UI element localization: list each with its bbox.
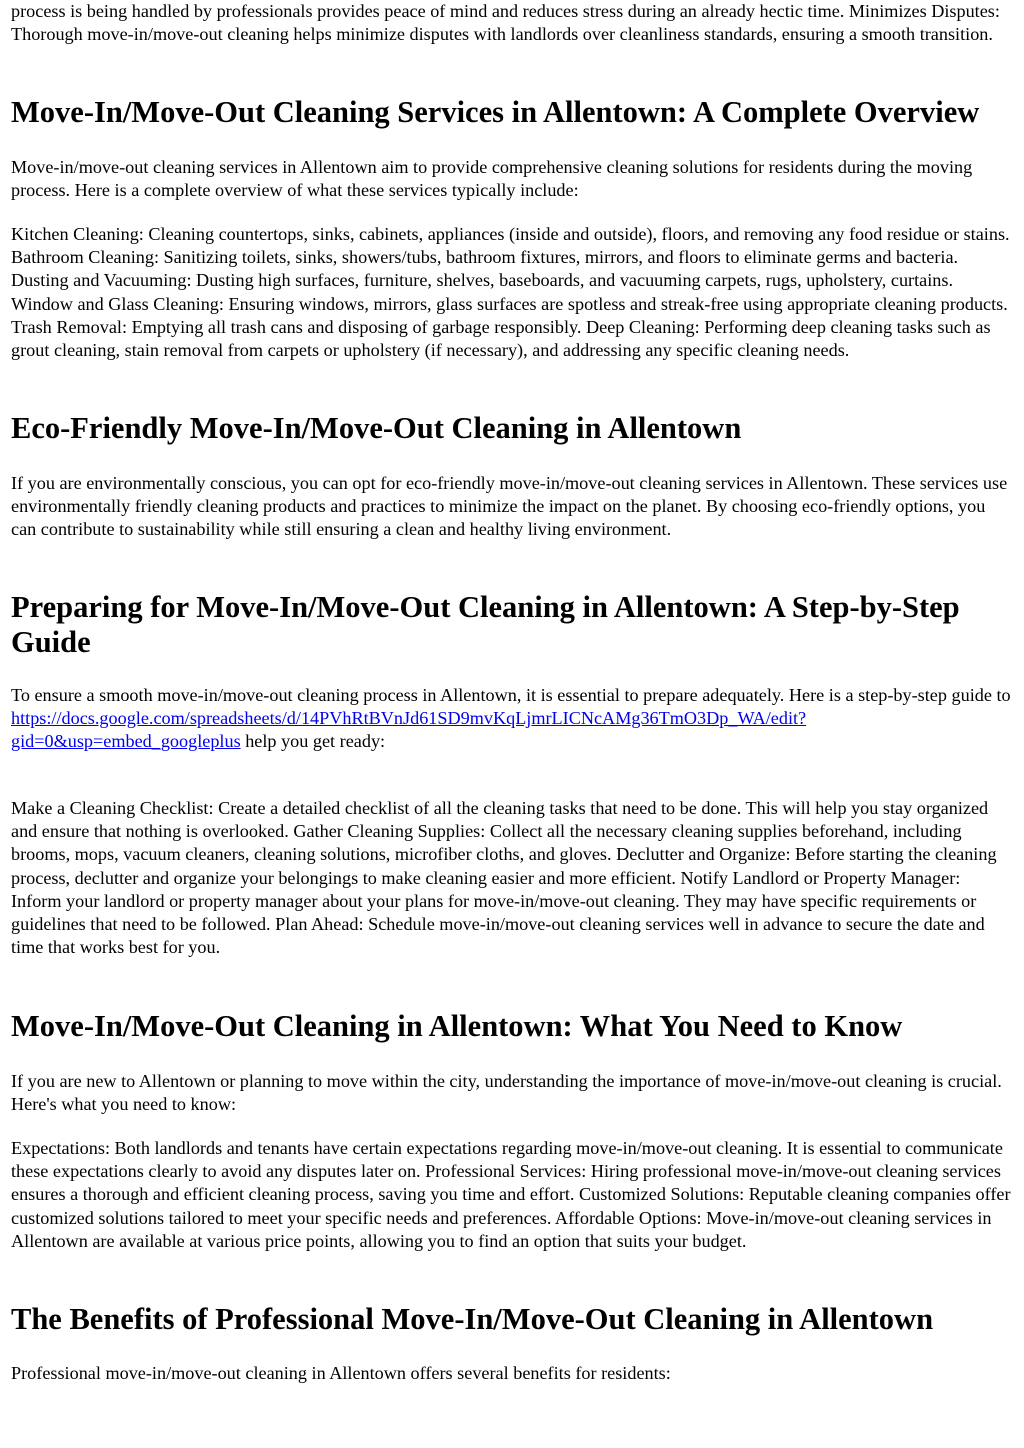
- section-heading-overview: Move-In/Move-Out Cleaning Services in Allentown: A Complete Overview: [11, 95, 980, 129]
- overview-intro-paragraph: Move-in/move-out cleaning services in Allentown aim to provide comprehensive cleaning solutions for residents during the moving process. Here is a complete overview of what these services typically include:: [11, 157, 973, 201]
- section-heading-benefits: The Benefits of Professional Move-In/Move-Out Cleaning in Allentown: [11, 1302, 934, 1336]
- google-docs-link[interactable]: https://docs.google.com/spreadsheets/d/14PVhRtBVnJd61SD9mvKqLjmrLICNcAMg36TmO3Dp_WA/edit?gid=0&usp=embed_googleplus: [11, 708, 807, 752]
- section-heading-need-to-know: Move-In/Move-Out Cleaning in Allentown: What You Need to Know: [11, 1009, 903, 1043]
- need-to-know-intro-paragraph: If you are new to Allentown or planning to move within the city, understanding the importance of move-in/move-out cleaning is crucial. Here's what you need to know:: [11, 1071, 1002, 1115]
- eco-friendly-paragraph: If you are environmentally conscious, you can opt for eco-friendly move-in/move-out cleaning services in Allentown. These services use environmentally friendly cleaning products and practices to minimize the impact on the planet. By choosing eco-friendly options, you can contribute to sustainability while still ensuring a clean and healthy living environment.: [11, 473, 1008, 540]
- section-heading-preparing: Preparing for Move-In/Move-Out Cleaning in Allentown: A Step-by-Step Guide: [11, 590, 960, 659]
- preparing-steps-paragraph: Make a Cleaning Checklist: Create a detailed checklist of all the cleaning tasks that need to be done. This will help you stay organized and ensure that nothing is overlooked. Gather Cleaning Supplies: Collect all the necessary cleaning supplies beforehand, including brooms, mops, vacuum cleaners, cleaning solutions, microfiber cloths, and gloves. Declutter and Organize: Before starting the cleaning process, declutter and organize your belongings to make cleaning easier and more efficient. Notify Landlord or Property Manager: Inform your landlord or property manager about your plans for move-in/move-out cleaning. They may have specific requirements or guidelines that need to be followed. Plan Ahead: Schedule move-in/move-out cleaning services well in advance to secure the date and time that works best for you.: [11, 798, 997, 958]
- preparing-intro-paragraph: [11, 684, 1013, 754]
- benefits-intro-paragraph: Professional move-in/move-out cleaning in Allentown offers several benefits for residents:: [11, 1363, 671, 1383]
- preparing-intro-text: To ensure a smooth move-in/move-out cleaning process in Allentown, it is essential to prepare adequately. Here is a step-by-step guide to: [11, 685, 1011, 705]
- overview-services-paragraph: Kitchen Cleaning: Cleaning countertops, sinks, cabinets, appliances (inside and outside), floors, and removing any food residue or stains. Bathroom Cleaning: Sanitizing toilets, sinks, showers/tubs, bathroom fixtures, mirrors, and floors to eliminate germs and bacteria. Dusting and Vacuuming: Dusting high surfaces, furniture, shelves, baseboards, and vacuuming carpets, rugs, upholstery, curtains. Window and Glass Cleaning: Ensuring windows, mirrors, glass surfaces are spotless and streak-free using appropriate cleaning products. Trash Removal: Emptying all trash cans and disposing of garbage responsibly. Deep Cleaning: Performing deep cleaning tasks such as grout cleaning, stain removal from carpets or upholstery (if necessary), and addressing any specific cleaning needs.: [11, 224, 1010, 361]
- preparing-intro-suffix: help you get ready:: [240, 731, 386, 752]
- section-heading-eco-friendly: Eco-Friendly Move-In/Move-Out Cleaning in Allentown: [11, 411, 742, 445]
- need-to-know-details-paragraph: Expectations: Both landlords and tenants have certain expectations regarding move-in/move-out cleaning. It is essential to communicate these expectations clearly to avoid any disputes later on. Professional Services: Hiring professional move-in/move-out cleaning services ensures a thorough and efficient cleaning process, saving you time and effort. Customized Solutions: Reputable cleaning companies offer customized solutions tailored to meet your specific needs and preferences. Affordable Options: Move-in/move-out cleaning services in Allentown are available at various price points, allowing you to find an option that suits your budget.: [11, 1138, 1011, 1251]
- intro-paragraph: process is being handled by professionals provides peace of mind and reduces stress during an already hectic time. Minimizes Disputes: Thorough move-in/move-out cleaning helps minimize disputes with landlords over cleanliness standards, ensuring a smooth transition.: [11, 1, 1000, 45]
